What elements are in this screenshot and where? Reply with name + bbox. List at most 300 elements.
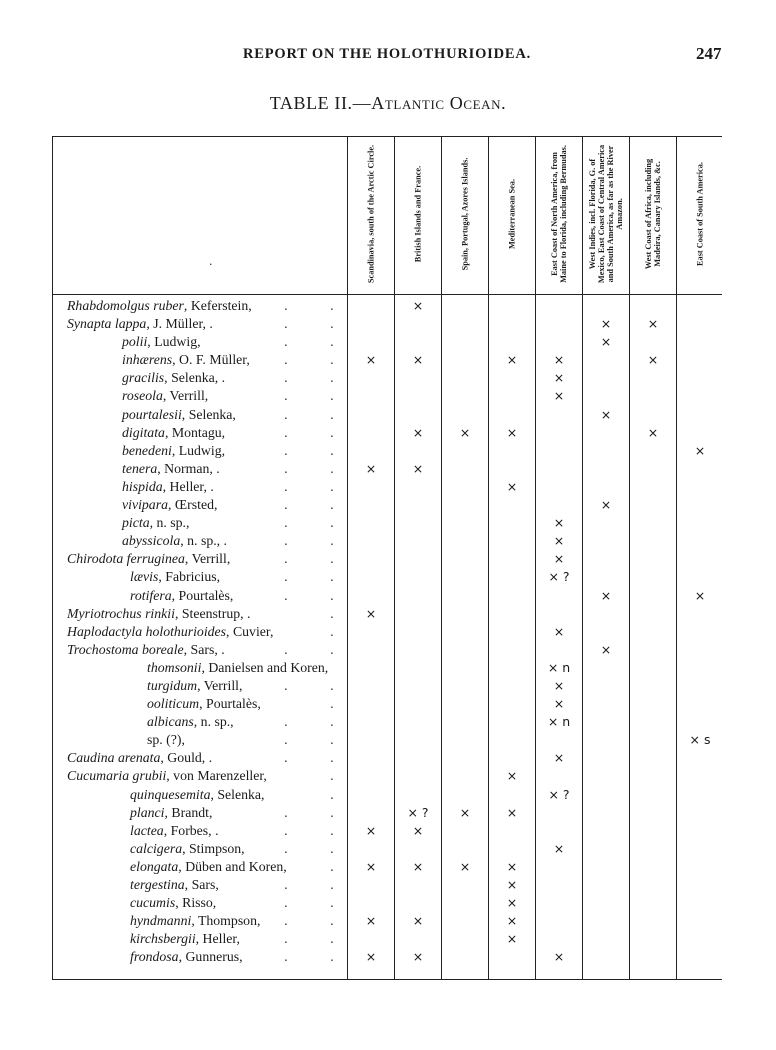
leader-dot: . xyxy=(284,570,288,585)
occurrence-mark: × xyxy=(365,605,377,621)
leader-dot: . xyxy=(330,787,334,802)
species-author: , Norman, . xyxy=(157,460,220,476)
species-epithet: vivipara xyxy=(122,497,168,513)
occurrence-mark: × xyxy=(506,804,518,820)
leader-dot: . xyxy=(330,407,334,422)
species-author: , Pourtalès, xyxy=(171,587,234,603)
species-author: , n. sp., xyxy=(193,714,234,730)
leader-dot: . xyxy=(284,389,288,404)
column-header-label: East Coast of South America. xyxy=(695,162,705,266)
species-name xyxy=(130,786,265,804)
occurrence-mark: × xyxy=(647,424,659,440)
species-epithet: rotifera xyxy=(130,587,172,603)
leader-dot: . xyxy=(330,425,334,440)
species-epithet: turgidum xyxy=(147,677,198,693)
occurrence-mark: × xyxy=(365,913,377,929)
species-name xyxy=(130,568,220,586)
occurrence-mark: × xyxy=(553,352,565,368)
leader-dot: . xyxy=(284,751,288,766)
leader-dot: . xyxy=(330,606,334,621)
table-row xyxy=(0,948,776,966)
leader-dot: . xyxy=(330,878,334,892)
header-corner-dot: . xyxy=(209,255,213,268)
table-row xyxy=(0,351,776,369)
species-name xyxy=(67,315,213,333)
leader-dot: . xyxy=(284,335,288,350)
table-row xyxy=(0,406,776,424)
leader-dot: . xyxy=(284,678,288,693)
leader-dot: . xyxy=(330,335,334,350)
occurrence-mark: × xyxy=(365,460,377,476)
table-row xyxy=(0,568,776,586)
table-row xyxy=(0,442,776,460)
species-epithet: ooliticum xyxy=(147,696,200,712)
table-row xyxy=(0,822,776,840)
occurrence-mark: × xyxy=(553,533,565,549)
occurrence-mark: × xyxy=(553,840,565,856)
leader-dot: . xyxy=(284,552,288,567)
species-author: , Heller, xyxy=(195,931,240,947)
species-name xyxy=(122,514,189,532)
column-header-label: East Coast of North America, from Maine to Florida, including Bermudas. xyxy=(550,145,568,283)
species-author: , Verrill, xyxy=(162,388,209,404)
species-author: , Ludwig, xyxy=(171,442,226,458)
occurrence-mark: × xyxy=(647,352,659,368)
species-epithet: hispida xyxy=(122,478,163,494)
occurrence-mark: × xyxy=(506,424,518,440)
leader-dot: . xyxy=(284,932,288,947)
leader-dot: . xyxy=(330,371,334,386)
species-epithet: albicans xyxy=(147,714,194,730)
leader-dot: . xyxy=(330,914,334,929)
column-header xyxy=(583,141,629,287)
running-title: REPORT ON THE HOLOTHURIOIDEA. xyxy=(243,46,532,62)
species-name xyxy=(67,605,250,623)
species-name xyxy=(147,713,234,731)
species-author: , Pourtalès, xyxy=(199,696,261,712)
species-author: , Düben and Koren, xyxy=(178,858,287,874)
column-header-label: West Indies, incl. Florida, G. of Mexico, East Coast of Central America and South America, as far as the River Amazon. xyxy=(588,144,624,284)
table-row xyxy=(0,514,776,532)
occurrence-mark: × xyxy=(459,424,471,440)
species-name xyxy=(122,333,201,351)
species-epithet: ferruginea xyxy=(126,551,185,567)
species-epithet: frondosa xyxy=(130,949,179,965)
species-author: , Sars, . xyxy=(183,641,225,657)
species-epithet: lappa xyxy=(114,316,147,332)
species-author: , Verrill, xyxy=(184,551,231,567)
running-head xyxy=(0,46,776,66)
occurrence-mark: × xyxy=(553,551,565,567)
species-name xyxy=(130,912,260,930)
leader-dot: . xyxy=(284,588,288,603)
leader-dot: . xyxy=(330,534,334,549)
occurrence-mark: × xyxy=(412,949,424,965)
species-name xyxy=(130,930,240,948)
species-epithet: pourtalesii xyxy=(122,406,182,422)
species-author: , Selenka, xyxy=(210,786,265,802)
species-epithet: holothurioides xyxy=(145,623,227,639)
species-epithet: hyndmanni xyxy=(130,913,192,929)
species-epithet: planci xyxy=(130,804,165,820)
occurrence-mark: × xyxy=(365,858,377,874)
species-epithet: roseola xyxy=(122,388,163,404)
column-header-label: British Islands and France. xyxy=(413,165,423,263)
genus-name: Haplodactyla xyxy=(67,623,143,639)
species-epithet: calcigera xyxy=(130,840,183,856)
species-epithet: ruber xyxy=(153,298,184,313)
occurrence-mark: × xyxy=(506,478,518,494)
occurrence-mark: × xyxy=(600,406,612,422)
leader-dot: . xyxy=(284,896,288,911)
occurrence-mark: × xyxy=(412,913,424,929)
occurrence-mark: × xyxy=(553,515,565,531)
species-epithet: lactea xyxy=(130,822,164,838)
species-author: , von Marenzeller, xyxy=(166,768,267,784)
genus-name: Rhabdomolgus xyxy=(67,298,150,313)
species-name xyxy=(122,442,225,460)
table-row xyxy=(0,369,776,387)
occurrence-mark: × ? xyxy=(548,786,570,802)
species-name xyxy=(122,351,250,369)
species-name xyxy=(67,749,212,767)
occurrence-mark: × xyxy=(412,352,424,368)
leader-dot: . xyxy=(284,534,288,549)
species-epithet: kirchsbergii xyxy=(130,931,196,947)
column-header xyxy=(536,141,582,287)
leader-dot: . xyxy=(330,588,334,603)
leader-dot: . xyxy=(330,932,334,947)
table-row xyxy=(0,804,776,822)
leader-dot: . xyxy=(330,823,334,838)
table-row xyxy=(0,333,776,351)
leader-dot: . xyxy=(284,914,288,929)
occurrence-mark: × n xyxy=(547,714,571,730)
table-row xyxy=(0,605,776,623)
species-name xyxy=(130,948,243,966)
leader-dot: . xyxy=(330,697,334,712)
table-title xyxy=(0,93,776,114)
genus-name: Caudina xyxy=(67,750,115,766)
species-name xyxy=(67,623,273,641)
column-header xyxy=(489,141,535,287)
table-row xyxy=(0,424,776,442)
table-row xyxy=(0,713,776,731)
occurrence-mark: × ? xyxy=(407,804,429,820)
page-number: 247 xyxy=(696,44,722,63)
species-name xyxy=(122,532,227,550)
column-header xyxy=(395,141,441,287)
leader-dot: . xyxy=(330,950,334,965)
leader-dot: . xyxy=(330,443,334,458)
occurrence-mark: × xyxy=(506,768,518,784)
table-row xyxy=(0,460,776,478)
species-epithet: inhærens xyxy=(122,352,173,368)
species-epithet: lævis xyxy=(130,569,159,585)
occurrence-mark: × xyxy=(553,370,565,386)
leader-dot: . xyxy=(330,479,334,494)
occurrence-mark: × xyxy=(553,750,565,766)
table-row xyxy=(0,894,776,912)
occurrence-mark: × xyxy=(600,641,612,657)
species-table-body xyxy=(0,297,776,966)
occurrence-mark: × s xyxy=(689,732,711,748)
leader-dot: . xyxy=(284,733,288,748)
species-author: , Danielsen and Koren, xyxy=(201,659,329,675)
table-row xyxy=(0,297,776,315)
table-row xyxy=(0,496,776,514)
occurrence-mark: × xyxy=(694,587,706,603)
column-header xyxy=(442,141,488,287)
species-author: , Brandt, xyxy=(164,804,213,820)
leader-dot: . xyxy=(330,353,334,368)
occurrence-mark: × xyxy=(506,895,518,911)
species-author: , Stimpson, xyxy=(182,840,245,856)
species-epithet: thomsonii xyxy=(147,659,202,675)
species-epithet: gracilis xyxy=(122,370,165,386)
species-name xyxy=(130,858,287,876)
species-name xyxy=(130,876,219,894)
table-title-suffix: Atlantic Ocean. xyxy=(371,93,507,113)
table-row xyxy=(0,641,776,659)
table-row xyxy=(0,677,776,695)
species-author: , n. sp., xyxy=(149,515,190,531)
occurrence-mark: × ? xyxy=(548,569,570,585)
species-name xyxy=(67,641,225,659)
table-row xyxy=(0,767,776,785)
occurrence-mark: × xyxy=(506,858,518,874)
species-author: , Sars, xyxy=(184,877,219,892)
species-epithet: elongata xyxy=(130,858,179,874)
column-header xyxy=(630,141,676,287)
species-author: , Fabricius, xyxy=(158,569,221,585)
species-epithet: digitata xyxy=(122,424,165,440)
occurrence-mark: × xyxy=(506,877,518,892)
species-author: , Œrsted, xyxy=(167,497,218,513)
table-row xyxy=(0,587,776,605)
table-row xyxy=(0,478,776,496)
leader-dot: . xyxy=(284,878,288,892)
species-author: , Gunnerus, xyxy=(178,949,243,965)
species-epithet: quinquesemita xyxy=(130,786,211,802)
occurrence-mark: × xyxy=(506,913,518,929)
species-epithet: picta xyxy=(122,515,150,531)
table-row xyxy=(0,731,776,749)
species-name xyxy=(147,731,185,749)
occurrence-mark: × xyxy=(365,822,377,838)
table-row xyxy=(0,786,776,804)
leader-dot: . xyxy=(330,461,334,476)
occurrence-mark: × xyxy=(412,460,424,476)
leader-dot: . xyxy=(284,715,288,730)
species-author: , Thompson, xyxy=(191,913,261,929)
table-row xyxy=(0,912,776,930)
leader-dot: . xyxy=(330,841,334,856)
leader-dot: . xyxy=(284,516,288,531)
leader-dot: . xyxy=(330,715,334,730)
species-epithet: rinkii xyxy=(145,605,175,621)
table-row xyxy=(0,930,776,948)
species-epithet: tenera xyxy=(122,460,158,476)
species-name xyxy=(147,659,328,677)
occurrence-mark: × xyxy=(600,334,612,350)
occurrence-mark: × xyxy=(553,949,565,965)
column-header xyxy=(677,141,723,287)
species-author: , Montagu, xyxy=(164,424,226,440)
species-author: , Selenka, . xyxy=(164,370,226,386)
species-name xyxy=(67,297,252,315)
leader-dot: . xyxy=(330,516,334,531)
species-name xyxy=(122,369,225,387)
species-name xyxy=(122,406,236,424)
leader-dot: . xyxy=(284,425,288,440)
occurrence-mark: × xyxy=(412,822,424,838)
species-name xyxy=(122,478,214,496)
genus-name: Trochostoma xyxy=(67,641,139,657)
species-author: , Selenka, xyxy=(181,406,236,422)
leader-dot: . xyxy=(284,805,288,820)
species-name xyxy=(130,840,245,858)
leader-dot: . xyxy=(284,353,288,368)
species-author: , Cuvier, xyxy=(226,623,274,639)
species-name xyxy=(122,460,220,478)
species-author: , Forbes, . xyxy=(163,822,219,838)
leader-dot: . xyxy=(284,823,288,838)
species-author: , Gould, . xyxy=(160,750,213,766)
leader-dot: . xyxy=(330,389,334,404)
leader-dot: . xyxy=(284,498,288,513)
leader-dot: . xyxy=(330,299,334,313)
occurrence-mark: × xyxy=(553,677,565,693)
table-row xyxy=(0,623,776,641)
genus-name: Myriotrochus xyxy=(67,605,142,621)
column-header-label: West Coast of Africa, including Madeira, Canary Islands, &c. xyxy=(644,158,662,270)
species-author: , Verrill, xyxy=(197,677,243,693)
table-row xyxy=(0,532,776,550)
table-row xyxy=(0,858,776,876)
occurrence-mark: × xyxy=(365,352,377,368)
species-author: , Steenstrup, . xyxy=(174,605,251,621)
species-epithet: boreale xyxy=(142,641,184,657)
occurrence-mark: × xyxy=(600,316,612,332)
table-row xyxy=(0,387,776,405)
leader-dot: . xyxy=(330,552,334,567)
species-name xyxy=(147,677,242,695)
occurrence-mark: × xyxy=(365,949,377,965)
occurrence-mark: × xyxy=(412,424,424,440)
table-row xyxy=(0,659,776,677)
occurrence-mark: × n xyxy=(547,659,571,675)
species-author: , Ludwig, xyxy=(147,334,201,350)
leader-dot: . xyxy=(330,859,334,874)
species-epithet: polii xyxy=(122,334,148,350)
occurrence-mark: × xyxy=(647,316,659,332)
species-epithet: arenata xyxy=(117,750,161,766)
occurrence-mark: × xyxy=(600,587,612,603)
species-name xyxy=(122,424,225,442)
species-epithet: benedeni xyxy=(122,442,172,458)
table-row xyxy=(0,749,776,767)
leader-dot: . xyxy=(330,624,334,639)
species-name xyxy=(67,550,230,568)
leader-dot: . xyxy=(284,479,288,494)
occurrence-mark: × xyxy=(600,497,612,513)
leader-dot: . xyxy=(284,642,288,657)
leader-dot: . xyxy=(284,299,288,313)
leader-dot: . xyxy=(330,733,334,748)
leader-dot: . xyxy=(330,805,334,820)
species-name xyxy=(67,767,267,785)
occurrence-mark: × xyxy=(412,298,424,313)
species-name xyxy=(130,587,233,605)
leader-dot: . xyxy=(284,841,288,856)
occurrence-mark: × xyxy=(553,696,565,712)
column-header-label: Mediterranean Sea. xyxy=(507,178,517,250)
table-row xyxy=(0,695,776,713)
genus-name: Cucumaria xyxy=(67,768,130,784)
genus-name: Synapta xyxy=(67,316,112,332)
occurrence-mark: × xyxy=(553,388,565,404)
species-name xyxy=(122,387,208,405)
species-epithet: tergestina xyxy=(130,877,185,892)
species-epithet: abyssicola xyxy=(122,533,181,549)
species-author: , O. F. Müller, xyxy=(172,352,250,368)
species-author: , Heller, . xyxy=(162,478,214,494)
species-author: sp. (?), xyxy=(147,732,185,748)
species-name xyxy=(122,496,217,514)
table-title-prefix: TABLE II.— xyxy=(269,93,372,113)
leader-dot: . xyxy=(284,407,288,422)
leader-dot: . xyxy=(330,896,334,911)
column-header xyxy=(348,141,394,287)
leader-dot: . xyxy=(284,443,288,458)
occurrence-mark: × xyxy=(694,442,706,458)
species-author: , J. Müller, . xyxy=(146,316,213,332)
leader-dot: . xyxy=(330,751,334,766)
table-row xyxy=(0,315,776,333)
species-author: , n. sp., . xyxy=(180,533,228,549)
table-row xyxy=(0,840,776,858)
table-row xyxy=(0,550,776,568)
occurrence-mark: × xyxy=(506,931,518,947)
leader-dot: . xyxy=(330,317,334,332)
occurrence-mark: × xyxy=(459,804,471,820)
leader-dot: . xyxy=(330,570,334,585)
species-author: , Keferstein, xyxy=(183,298,252,313)
column-header-label: Scandinavia, south of the Arctic Circle. xyxy=(366,144,376,284)
table-row xyxy=(0,876,776,894)
leader-dot: . xyxy=(330,642,334,657)
leader-dot: . xyxy=(330,678,334,693)
occurrence-mark: × xyxy=(459,858,471,874)
species-name xyxy=(130,822,219,840)
column-header-label: Spain, Portugal, Azores Islands. xyxy=(460,157,470,271)
genus-name: Chirodota xyxy=(67,551,124,567)
leader-dot: . xyxy=(284,317,288,332)
header-rule xyxy=(52,294,722,295)
species-epithet: grubii xyxy=(132,768,167,784)
leader-dot: . xyxy=(284,371,288,386)
leader-dot: . xyxy=(330,498,334,513)
leader-dot: . xyxy=(330,769,334,784)
species-epithet: cucumis xyxy=(130,895,176,911)
species-name xyxy=(130,894,216,912)
occurrence-mark: × xyxy=(412,858,424,874)
species-author: , Risso, xyxy=(175,895,217,911)
occurrence-mark: × xyxy=(506,352,518,368)
leader-dot: . xyxy=(284,461,288,476)
species-name xyxy=(130,804,212,822)
